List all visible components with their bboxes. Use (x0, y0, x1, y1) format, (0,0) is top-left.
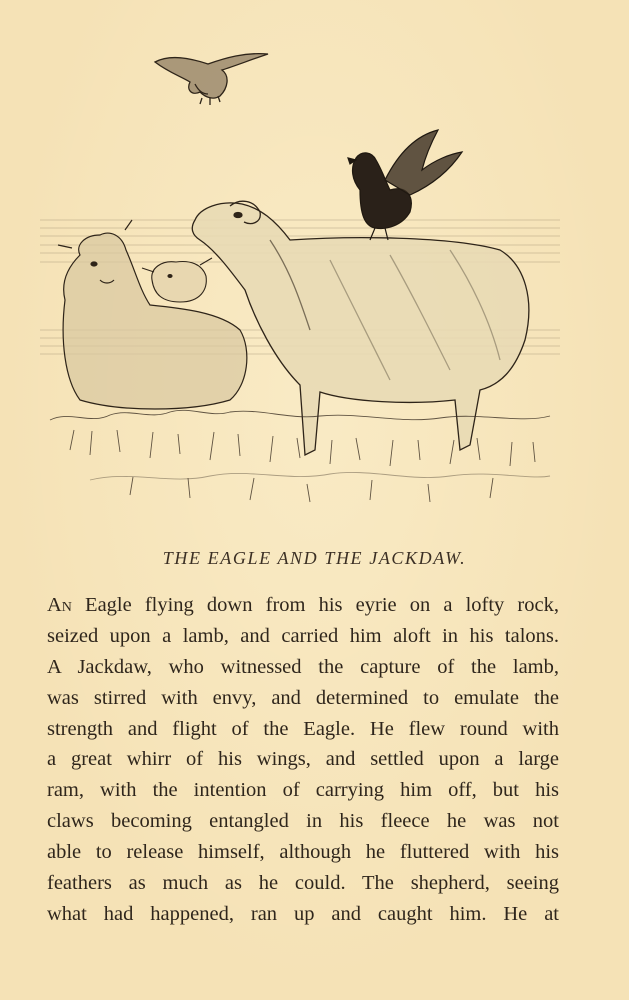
text-line-4: was stirred with envy, and determined to emulate the (47, 686, 559, 709)
text-line-7: ram, with the intention of carrying him off, but his (47, 779, 559, 802)
grass-icon (50, 410, 550, 502)
text-line-1 (47, 590, 559, 621)
text-line-3: A Jackdaw, who witnessed the capture of the lamb, (47, 655, 559, 678)
text-lead-word: An (47, 594, 72, 616)
text-line-11: what had happened, ran up and caught him. He at (47, 902, 559, 925)
text-line-9: able to release himself, although he fluttered with his (47, 841, 559, 864)
lamb-icon (142, 258, 212, 302)
text-line-10: feathers as much as he could. The shepherd, seeing (47, 872, 559, 895)
text-line-1-rest: Eagle flying down from his eyrie on a lofty rock, (71, 594, 559, 616)
text-line-5: strength and flight of the Eagle. He flew round with (47, 717, 559, 740)
text-line-8: claws becoming entangled in his fleece he was not (47, 810, 559, 833)
eagle-flying-icon (155, 54, 268, 105)
fable-text (47, 590, 559, 930)
text-line-2: seized upon a lamb, and carried him aloft in his talons. (47, 624, 559, 647)
illustration-caption: THE EAGLE AND THE JACKDAW. (162, 548, 467, 568)
engraving-illustration (30, 40, 570, 510)
text-line-6: a great whirr of his wings, and settled upon a large (47, 748, 559, 771)
jackdaw-icon (348, 130, 462, 240)
